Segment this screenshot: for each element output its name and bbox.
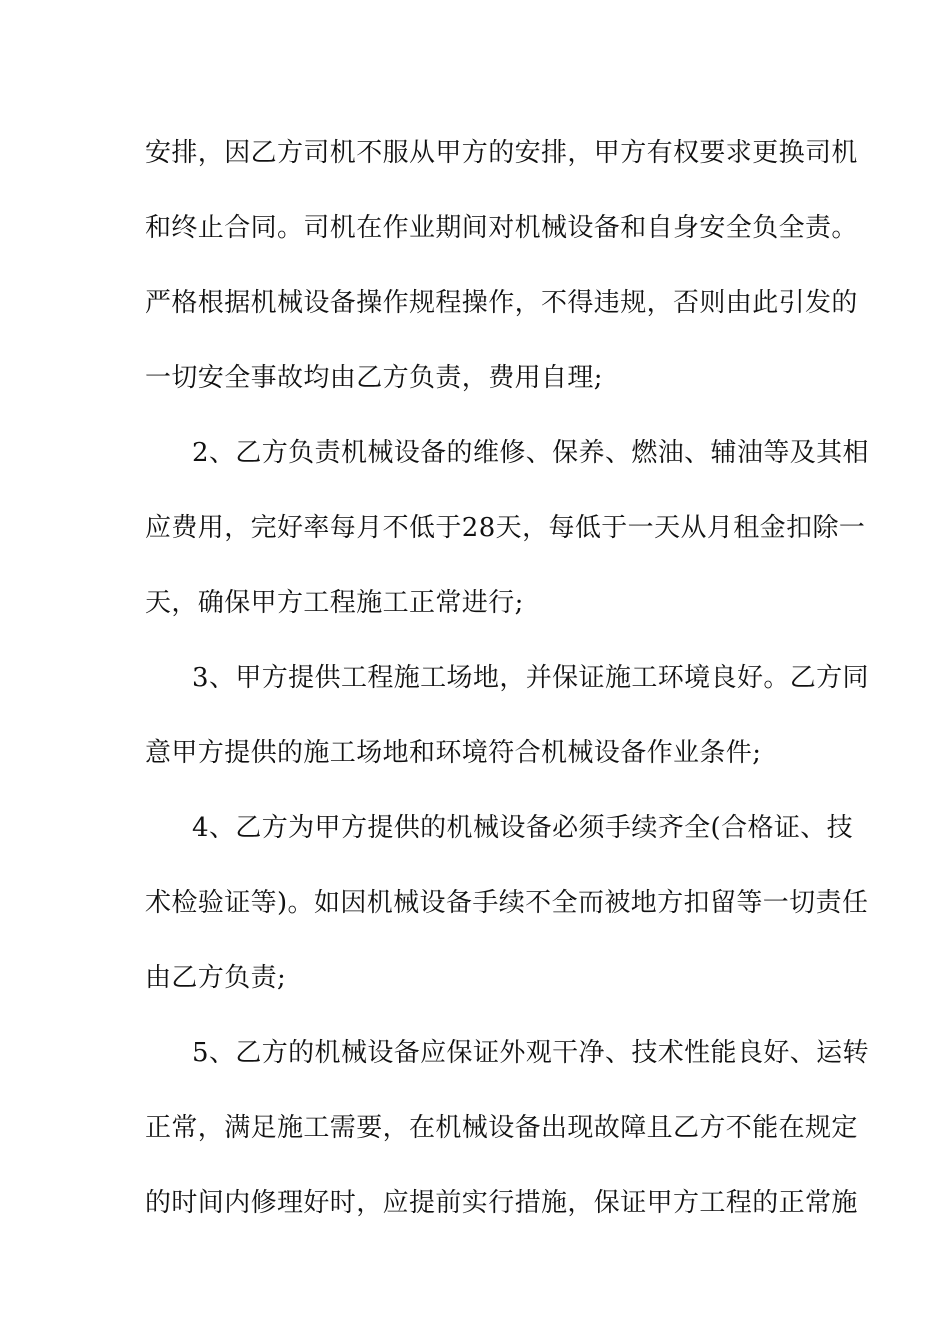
clause-3-start: 3、甲方提供工程施工场地，并保证施工环境良好。乙方同 xyxy=(192,663,869,693)
text-line: 意甲方提供的施工场地和环境符合机械设备作业条件; xyxy=(145,738,762,768)
text-line: 安排，因乙方司机不服从甲方的安排，甲方有权要求更换司机 xyxy=(145,138,858,168)
text-line: 一切安全事故均由乙方负责，费用自理; xyxy=(145,363,603,393)
text-line: 的时间内修理好时，应提前实行措施，保证甲方工程的正常施 xyxy=(145,1188,858,1218)
clause-5-start: 5、乙方的机械设备应保证外观干净、技术性能良好、运转 xyxy=(192,1038,869,1068)
text-line: 天，确保甲方工程施工正常进行; xyxy=(145,588,524,618)
clause-4-start: 4、乙方为甲方提供的机械设备必须手续齐全(合格证、技 xyxy=(192,813,854,843)
text-line: 由乙方负责; xyxy=(145,963,287,993)
text-line: 和终止合同。司机在作业期间对机械设备和自身安全负全责。 xyxy=(145,213,858,243)
text-line: 正常，满足施工需要，在机械设备出现故障且乙方不能在规定 xyxy=(145,1113,858,1143)
text-line: 术检验证等)。如因机械设备手续不全而被地方扣留等一切责任 xyxy=(145,888,869,918)
clause-2-start: 2、乙方负责机械设备的维修、保养、燃油、辅油等及其相 xyxy=(192,438,869,468)
text-line: 应费用，完好率每月不低于28天，每低于一天从月租金扣除一 xyxy=(145,513,866,543)
text-line: 严格根据机械设备操作规程操作，不得违规，否则由此引发的 xyxy=(145,288,858,318)
